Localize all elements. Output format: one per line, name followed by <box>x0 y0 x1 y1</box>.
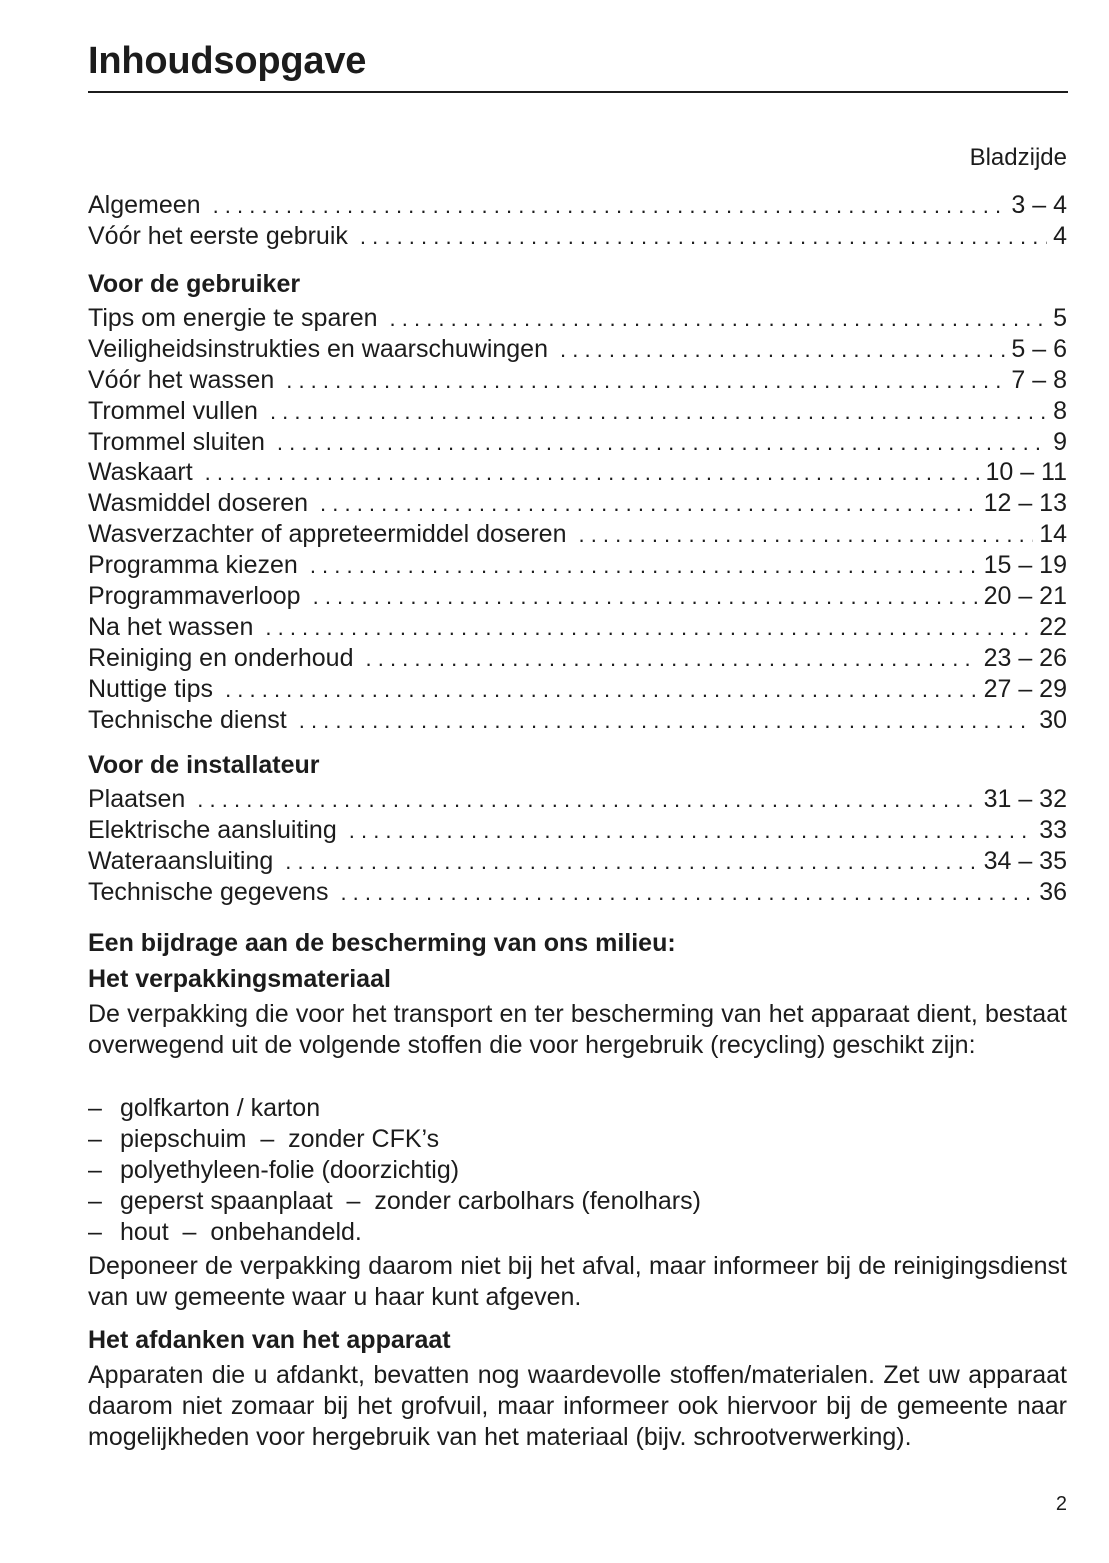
leader-dots <box>578 520 1033 551</box>
toc-entry <box>88 334 1067 365</box>
toc-entry-page: 14 <box>1039 520 1067 549</box>
dash-marker: – <box>88 1125 102 1153</box>
toc-entry-page: 30 <box>1039 705 1067 734</box>
toc-entry <box>88 846 1067 877</box>
dash-marker: – <box>88 1094 102 1122</box>
toc-entry-label: Veiligheidsinstrukties en waarschuwingen <box>88 334 548 363</box>
leader-dots <box>265 613 1033 644</box>
list-item-text: hout – onbehandeld. <box>120 1218 362 1246</box>
list-item <box>88 1124 1067 1155</box>
leader-dots <box>213 191 1006 222</box>
leader-dots <box>197 785 977 816</box>
page-title: Inhoudsopgave <box>88 40 367 82</box>
toc-entry <box>88 705 1067 736</box>
environment-heading: Een bijdrage aan de bescherming van ons milieu: <box>88 929 676 957</box>
toc-entry-page: 9 <box>1053 427 1067 456</box>
toc-entry-label: Technische dienst <box>88 705 287 734</box>
toc-installer <box>88 784 1067 908</box>
toc-entry-page: 12 – 13 <box>983 489 1067 518</box>
toc-user <box>88 303 1067 735</box>
toc-entry <box>88 365 1067 396</box>
toc-entry-label: Na het wassen <box>88 612 254 641</box>
section-heading-installer: Voor de installateur <box>88 751 320 779</box>
toc-entry-page: 10 – 11 <box>985 458 1067 487</box>
toc-entry-label: Reiniging en onderhoud <box>88 643 354 672</box>
disposal-heading: Het afdanken van het apparaat <box>88 1326 451 1354</box>
toc-entry-page: 15 – 19 <box>983 551 1067 580</box>
leader-dots <box>310 551 978 582</box>
dash-marker: – <box>88 1218 102 1246</box>
leader-dots <box>270 397 1047 428</box>
list-item-text: piepschuim – zonder CFK’s <box>120 1125 440 1153</box>
leader-dots <box>299 706 1033 737</box>
toc-entry-page: 4 <box>1053 221 1067 250</box>
materials-list <box>88 1093 1067 1248</box>
section-heading-user: Voor de gebruiker <box>88 270 301 298</box>
packaging-intro: De verpakking die voor het transport en ter bescherming van het apparaat dient, bestaat overwegend uit de volgende stoffen die voor hergebruik (recycling) geschikt zijn: <box>88 1000 1067 1059</box>
toc-entry <box>88 457 1067 488</box>
toc-entry-label: Plaatsen <box>88 785 186 813</box>
toc-entry-label: Programma kiezen <box>88 551 298 580</box>
leader-dots <box>349 816 1033 847</box>
toc-entry <box>88 190 1067 221</box>
packaging-heading: Het verpakkingsmateriaal <box>88 965 391 993</box>
toc-entry-label: Wasverzachter of appreteermiddel doseren <box>88 520 567 549</box>
toc-entry-page: 3 – 4 <box>1011 191 1067 219</box>
toc-entry-label: Tips om energie te sparen <box>88 304 378 332</box>
toc-entry-page: 5 <box>1053 304 1067 332</box>
toc-entry <box>88 488 1067 519</box>
list-item-text: golfkarton / karton <box>120 1094 321 1122</box>
toc-entry <box>88 396 1067 427</box>
leader-dots <box>313 582 978 613</box>
toc-entry-page: 22 <box>1039 612 1067 641</box>
toc-entry <box>88 784 1067 815</box>
toc-entry-page: 23 – 26 <box>983 643 1067 672</box>
toc-entry-page: 36 <box>1039 877 1067 906</box>
toc-entry <box>88 815 1067 846</box>
toc-entry <box>88 519 1067 550</box>
toc-entry <box>88 643 1067 674</box>
toc-entry-page: 31 – 32 <box>983 785 1067 813</box>
toc-general <box>88 190 1067 252</box>
toc-entry-label: Elektrische aansluiting <box>88 815 337 844</box>
page-column-header: Bladzijde <box>969 144 1067 171</box>
packaging-outro: Deponeer de verpakking daarom niet bij het afval, maar informeer bij de reinigingsdienst van uw gemeente waar u haar kunt afgeven. <box>88 1252 1067 1311</box>
toc-entry-label: Wateraansluiting <box>88 846 274 875</box>
toc-entry-label: Waskaart <box>88 458 193 487</box>
toc-entry-label: Technische gegevens <box>88 877 329 906</box>
leader-dots <box>205 458 980 489</box>
toc-entry-page: 5 – 6 <box>1011 334 1067 363</box>
toc-entry-page: 33 <box>1039 815 1067 844</box>
toc-entry-page: 27 – 29 <box>983 674 1067 703</box>
toc-entry-label: Wasmiddel doseren <box>88 489 309 518</box>
toc-entry <box>88 674 1067 705</box>
leader-dots <box>390 304 1048 335</box>
leader-dots <box>360 222 1047 253</box>
toc-entry-label: Trommel sluiten <box>88 427 265 456</box>
dash-marker: – <box>88 1156 102 1184</box>
leader-dots <box>225 675 978 706</box>
toc-entry-label: Algemeen <box>88 191 201 219</box>
leader-dots <box>560 335 1005 366</box>
dash-marker: – <box>88 1187 102 1215</box>
toc-entry-page: 7 – 8 <box>1011 365 1067 394</box>
list-item <box>88 1217 1067 1248</box>
leader-dots <box>340 878 1033 909</box>
list-item-text: polyethyleen-folie (doorzichtig) <box>120 1156 460 1184</box>
toc-entry-label: Vóór het eerste gebruik <box>88 221 348 250</box>
toc-entry <box>88 427 1067 458</box>
toc-entry-label: Programmaverloop <box>88 582 301 611</box>
toc-entry <box>88 877 1067 908</box>
list-item <box>88 1093 1067 1124</box>
toc-entry <box>88 550 1067 581</box>
page-number: 2 <box>1055 1493 1067 1515</box>
disposal-text: Apparaten die u afdankt, bevatten nog waardevolle stoffen/materialen. Zet uw apparaat daarom niet zomaar bij het grofvuil, maar informeer ook hiervoor bij de gemeente naar mogelijkheden voor hergebruik van het materiaal (bijv. schrootverwerking). <box>88 1361 1067 1451</box>
leader-dots <box>366 644 978 675</box>
toc-entry <box>88 581 1067 612</box>
leader-dots <box>277 428 1047 459</box>
toc-entry-page: 20 – 21 <box>983 582 1067 611</box>
title-underline <box>88 91 1068 93</box>
toc-entry <box>88 221 1067 252</box>
list-item <box>88 1186 1067 1217</box>
toc-entry-page: 34 – 35 <box>983 846 1067 875</box>
toc-entry-label: Nuttige tips <box>88 674 214 703</box>
leader-dots <box>320 489 978 520</box>
toc-entry-label: Vóór het wassen <box>88 365 275 394</box>
toc-entry-label: Trommel vullen <box>88 396 258 425</box>
toc-entry-page: 8 <box>1053 396 1067 425</box>
leader-dots <box>286 366 1005 397</box>
toc-entry <box>88 303 1067 334</box>
leader-dots <box>285 847 977 878</box>
list-item <box>88 1155 1067 1186</box>
list-item-text: geperst spaanplaat – zonder carbolhars (fenolhars) <box>120 1187 701 1215</box>
toc-entry <box>88 612 1067 643</box>
